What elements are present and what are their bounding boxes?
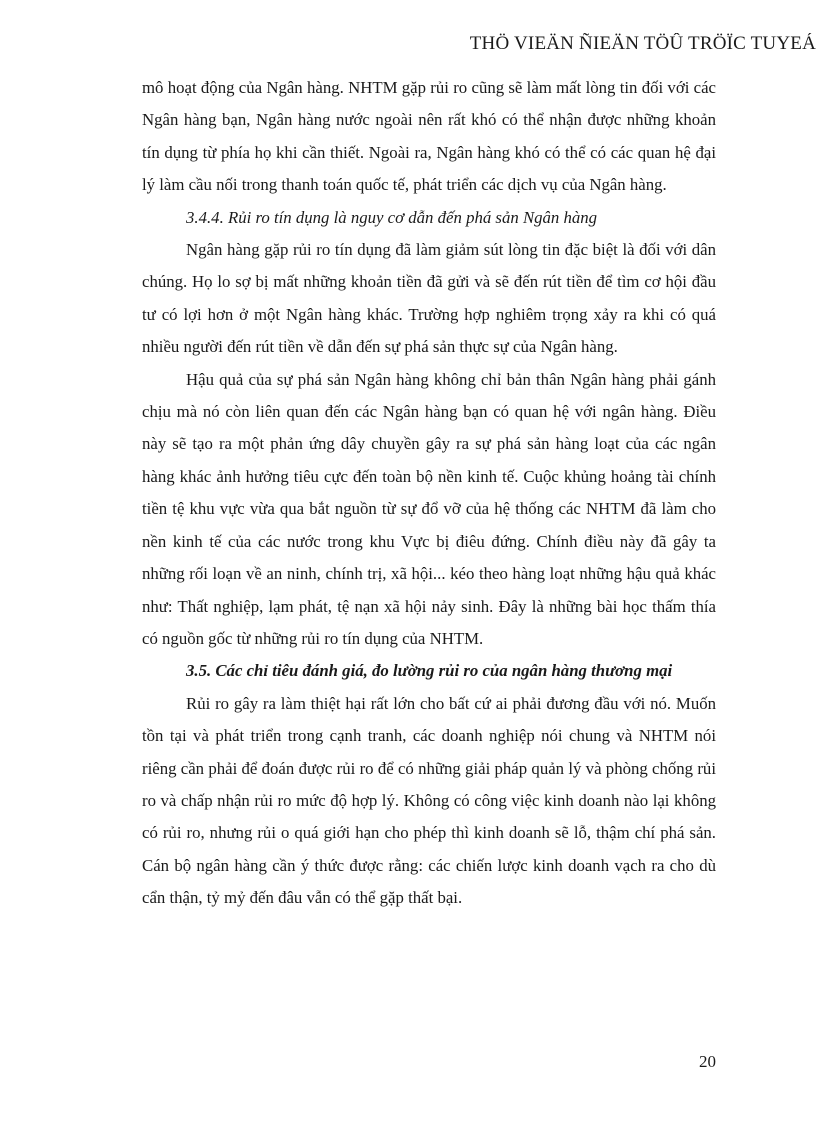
- subheading-3-4-4: 3.4.4. Rủi ro tín dụng là nguy cơ dẫn đến phá sản Ngân hàng: [186, 207, 598, 227]
- paragraph: Hậu quả của sự phá sản Ngân hàng không chỉ bản thân Ngân hàng phải gánh chịu mà nó còn liên quan đến các Ngân hàng bạn có quan hệ với ngân hàng. Điều này sẽ tạo ra một phản ứng dây chuyền gây ra sự phá sản hàng loạt của các ngân hàng khác ảnh hưởng tiêu cực đến toàn bộ nền kinh tế. Cuộc khủng hoảng tài chính tiền tệ khu vực vừa qua bắt nguồn từ sự đổ vỡ của hệ thống các NHTM đã làm cho nền kinh tế của các nước trong khu Vực bị điêu đứng. Chính điều này đã gây ta những rối loạn về an ninh, chính trị, xã hội... kéo theo hàng loạt những hậu quả khác như: Thất nghiệp, lạm phát, tệ nạn xã hội nảy sinh. Đây là những bài học thấm thía có nguồn gốc từ những rủi ro tín dụng của NHTM.: [142, 369, 716, 648]
- page-number: 20: [699, 1052, 716, 1071]
- running-header: THÖ VIEÄN ÑIEÄN TÖÛ TRÖÏC TUYEÁ: [469, 33, 816, 54]
- section-heading-3-5: 3.5. Các chỉ tiêu đánh giá, đo lường rủi ro của ngân hàng thương mại: [186, 661, 673, 681]
- paragraph-continuation: mô hoạt động của Ngân hàng. NHTM gặp rủi ro cũng sẽ làm mất lòng tin đối với các Ngân hàng bạn, Ngân hàng nước ngoài nên rất khó có thể nhận được những khoản tín dụng từ phía họ khi cần thiết. Ngoài ra, Ngân hàng khó có thể có các quan hệ đại lý làm cầu nối trong thanh toán quốc tế, phát triển các dịch vụ của Ngân hàng.: [142, 78, 716, 195]
- paragraph: Rủi ro gây ra làm thiệt hại rất lớn cho bất cứ ai phải đương đầu với nó. Muốn tồn tại và phát triển trong cạnh tranh, các doanh nghiệp nói chung và NHTM nói riêng cần phải để đoán được rủi ro để có những giải pháp quản lý và phòng chống rủi ro và chấp nhận rủi ro mức độ hợp lý. Không có công việc kinh doanh nào lại không có rủi ro, nhưng rủi o quá giới hạn cho phép thì kinh doanh sẽ lỗ, thậm chí phá sản. Cán bộ ngân hàng cần ý thức được rằng: các chiến lược kinh doanh vạch ra cho dù cẩn thận, tỷ mỷ đến đâu vẫn có thể gặp thất bại.: [142, 693, 716, 908]
- page-body: [142, 72, 716, 915]
- paragraph: Ngân hàng gặp rủi ro tín dụng đã làm giảm sút lòng tin đặc biệt là đối với dân chúng. Họ lo sợ bị mất những khoản tiền đã gửi và sẽ đến rút tiền để tìm cơ hội đầu tư có lợi hơn ở một Ngân hàng khác. Trường hợp nghiêm trọng xảy ra khi có quá nhiều người đến rút tiền về dẫn đến sự phá sản thực sự của Ngân hàng.: [142, 240, 716, 357]
